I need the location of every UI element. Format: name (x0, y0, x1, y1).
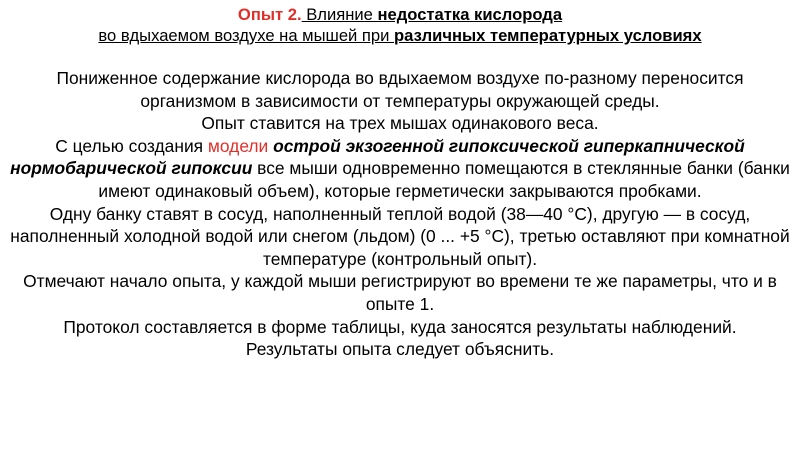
title-line-1 (8, 4, 792, 25)
paragraph-results: Результаты опыта следует объяснить. (245, 339, 555, 360)
model-text-start: С целью создания (55, 135, 208, 156)
model-word: модели (207, 135, 269, 156)
model-text-end: все мыши одновременно помещаются в стеклянные банки (банки имеют одинаковый объем), которые герметически закрываются пробками. (98, 158, 790, 201)
title-text-2: недостатка кислорода (377, 5, 563, 24)
paragraph-model (8, 135, 792, 203)
slide-body (8, 67, 792, 361)
hypoxia-term: острой экзогенной гипоксической гиперкапнической нормобарической гипоксии (10, 135, 745, 179)
title-line-2 (8, 25, 792, 46)
paragraph-mice: Опыт ставится на трех мышах одинакового веса. (201, 113, 599, 134)
paragraph-start: Отмечают начало опыта, у каждой мыши регистрируют во времени те же параметры, что и в опыте 1. (23, 271, 777, 314)
title-text-3: во вдыхаемом воздухе на мышей при (98, 26, 395, 45)
paragraph-jars: Одну банку ставят в сосуд, наполненный теплой водой (38—40 °С), другую — в сосуд, наполненный холодной водой или снегом (льдом) (0 ... +5 °С), третью оставляют при комнатной температуре (контрольный опыт). (10, 203, 790, 269)
paragraph-intro: Пониженное содержание кислорода во вдыхаемом воздухе по-разному переносится организмом в зависимости от температуры окружающей среды. (56, 68, 744, 111)
slide-title (8, 4, 792, 46)
title-text-1: Влияние (301, 5, 378, 24)
paragraph-protocol: Протокол составляется в форме таблицы, куда заносятся результаты наблюдений. (63, 316, 737, 337)
spacer (8, 46, 792, 67)
experiment-number: Опыт 2. (237, 5, 302, 24)
title-text-4: различных температурных условиях (394, 26, 702, 45)
